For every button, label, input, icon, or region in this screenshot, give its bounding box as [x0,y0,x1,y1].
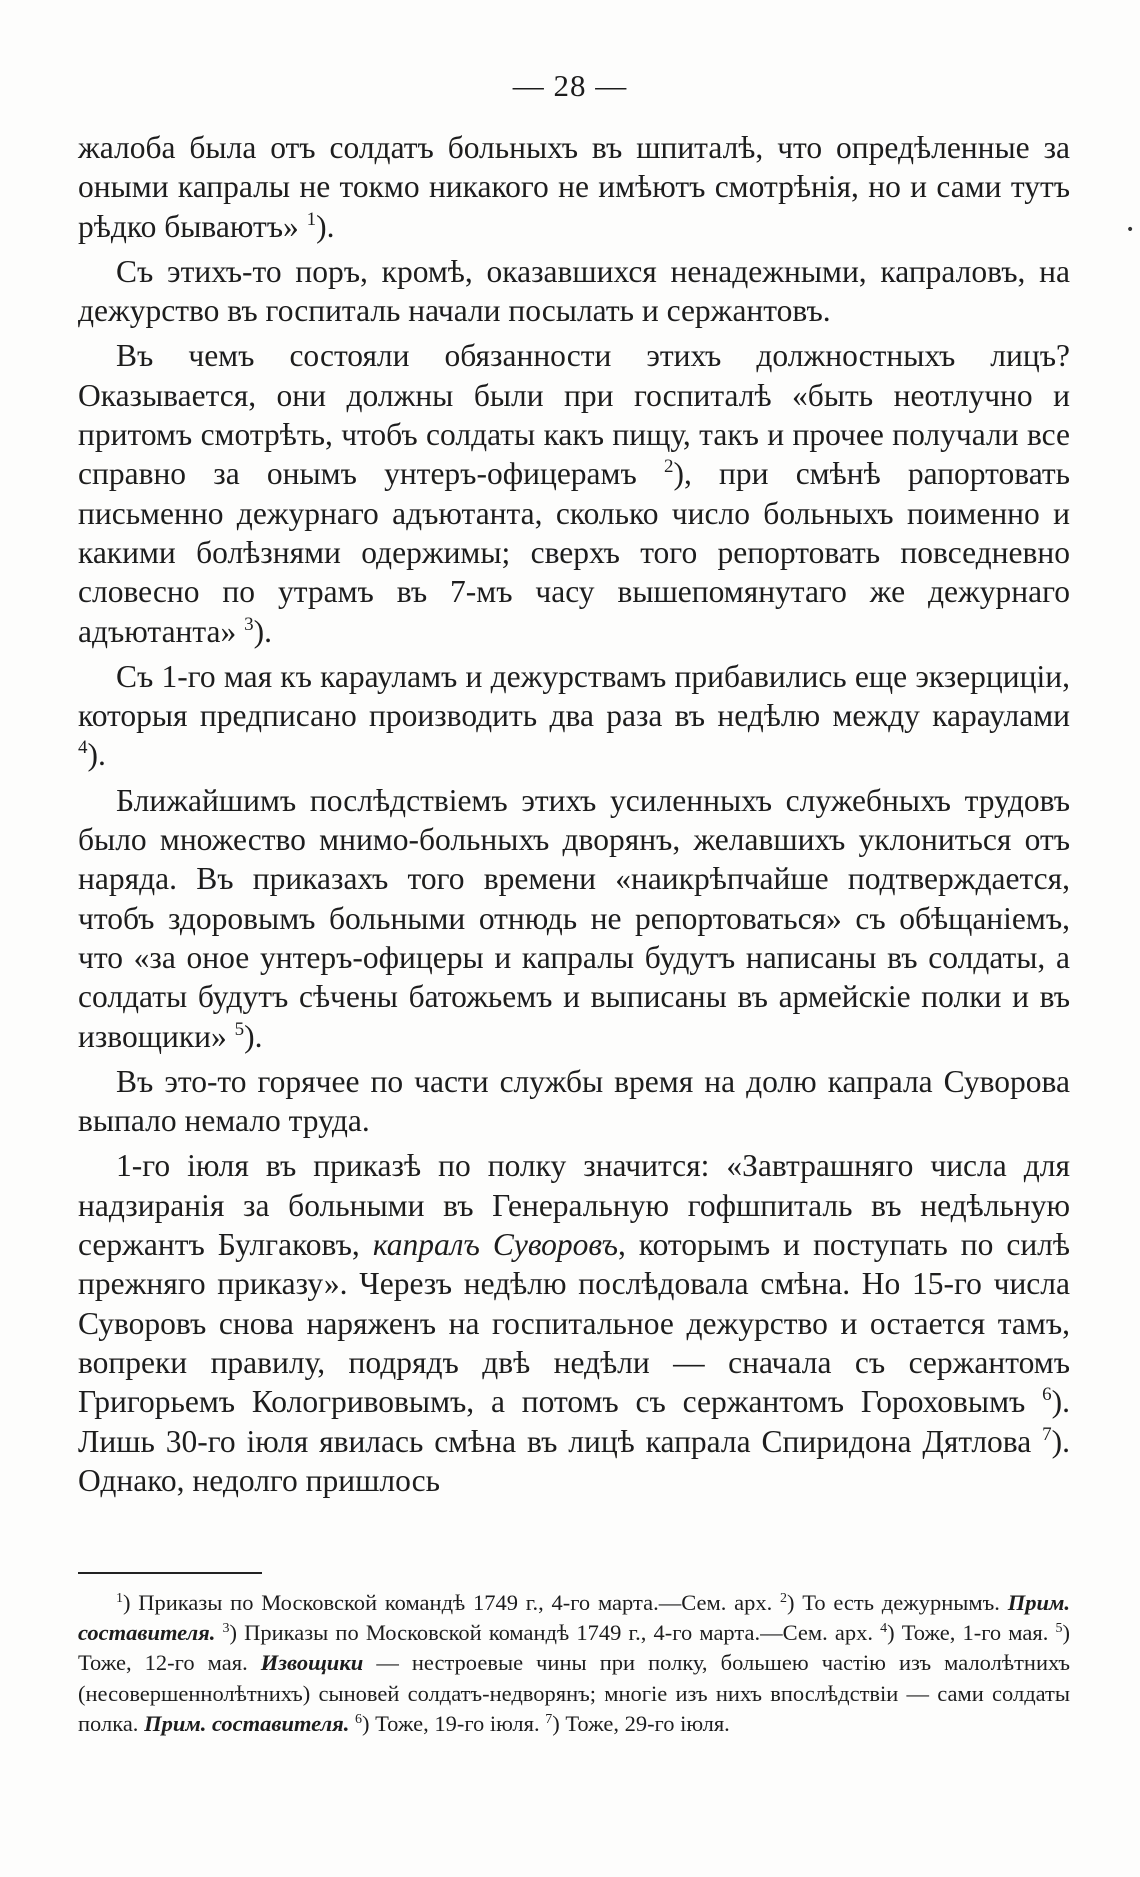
paragraph-3-end: ). [253,613,273,649]
page-number: — 28 — [512,68,628,103]
paragraph-5 [78,781,1070,1056]
footnote-2-note: Прим. составителя. [78,1590,1071,1646]
footnote-ref-3: 3 [244,613,254,635]
paragraph-1 [78,128,1070,246]
paragraph-6: Въ это-то горячее по части службы время на долю капрала Суворова выпало немало труда. [78,1063,1070,1139]
paragraph-3 [78,336,1070,650]
paragraph-7-text-c: ). Лишь 30-го іюля явилась смѣна въ лицѣ капрала Спиридона Дятлова [78,1384,1071,1459]
footnote-5-term: Извощики [260,1650,364,1676]
footnote-5-number: 5 [1055,1621,1063,1637]
margin-dot-mark: • [1126,222,1135,238]
paragraph-7-text-b: , которымъ и поступать по силѣ прежняго приказу». Черезъ недѣлю послѣдовала смѣна. Но 15-го числа Суворовъ снова наряженъ на госпитальное дежурство и остается тамъ, вопреки правилу, подрядъ двѣ недѣли — сначала съ сержантомъ Григорьемъ Кологривовымъ, а потомъ съ сержантомъ Гороховымъ [78,1227,1071,1420]
paragraph-5-end: ). [244,1018,263,1054]
paragraph-4-end: ). [87,737,106,773]
footnote-ref-1: 1 [306,208,317,230]
footnote-ref-5: 5 [234,1018,245,1040]
paragraph-7 [78,1146,1070,1500]
footnotes-text [78,1588,1070,1739]
footnote-1-text: ) Приказы по Московской командѣ 1749 г., 4-го марта.—Сем. арх. [123,1590,773,1615]
footnote-5-definition: — нестроевые чины при полку, большею частію изъ малолѣтнихъ (несовершеннолѣтнихъ) сыновей солдатъ-недворянъ; многіе изъ нихъ впослѣдствіи — сами солдаты полка. [78,1650,1071,1736]
paragraph-7-text-a: 1-го іюля въ приказѣ по полку значится: «Завтрашняго числа для надзиранія за больными въ Генеральную гофшпиталь въ недѣльную сержантъ Булгаковъ, [78,1148,1070,1263]
footnote-ref-2: 2 [663,456,674,478]
paragraph-1-text: жалоба была отъ солдатъ больныхъ въ шпиталѣ, что опредѣленные за оными капралы не токмо никакого не имѣютъ смотрѣнія, но и сами тутъ рѣдко бываютъ» [78,130,1070,244]
paragraph-4 [78,657,1070,775]
footnote-7-text: ) Тоже, 29-го іюля. [552,1710,730,1736]
footnote-3-text: ) Приказы по Московской командѣ 1749 г., 4-го марта.—Сем. арх. [229,1620,873,1646]
footnote-ref-4: 4 [78,737,88,759]
footnotes [78,1588,1070,1739]
paragraph-7-text-d: ). Однако, недолго пришлось [78,1423,1070,1498]
footnote-5-note: Прим. составителя. [144,1710,350,1736]
footnote-4-text: ) Тоже, 1-го мая. [887,1620,1049,1646]
footnote-divider [78,1572,262,1574]
paragraph-5-text: Ближайшимъ послѣдствіемъ этихъ усиленныхъ служебныхъ трудовъ было множество мнимо-больныхъ дворянъ, желавшихъ уклониться отъ наряда. Въ приказахъ того времени «наикрѣпчайше подтверждается, чтобъ здоровымъ больными отнюдь не репортоваться» съ обѣщаніемъ, что «за оное унтеръ-офицеры и капралы будутъ написаны въ солдаты, а солдаты будутъ сѣчены батожьемъ и выписаны въ армейскіе полки и въ извощики» [78,782,1070,1054]
footnote-2-text: ) То есть дежурнымъ. [787,1590,1000,1615]
footnote-ref-6: 6 [1042,1384,1052,1406]
footnote-6-number: 6 [355,1711,362,1727]
footnote-2-number: 2 [780,1591,788,1606]
footnote-ref-7: 7 [1042,1423,1052,1445]
footnote-1-number: 1 [116,1591,123,1606]
footnote-4-number: 4 [880,1621,888,1637]
paragraph-1-end: ). [316,208,335,244]
paragraph-2: Съ этихъ-то поръ, кромѣ, оказавшихся ненадежными, капраловъ, на дежурство въ госпиталь начали посылать и сержантовъ. [78,253,1070,329]
paragraph-3-text-b: ), при смѣнѣ рапортовать письменно дежурнаго адъютанта, сколько число больныхъ поименно и какими болѣзнями одержимы; сверхъ того репортовать повседневно словесно по утрамъ въ 7-мъ часу вышепомянутаго же дежурнаго адъютанта» [78,456,1070,649]
footnote-7-number: 7 [545,1711,553,1727]
paragraph-7-italic: капралъ Суворовъ [372,1227,618,1263]
main-text [78,128,1070,1506]
paragraph-3-text-a: Въ чемъ состояли обязанности этихъ должностныхъ лицъ? Оказывается, они должны были при госпиталѣ «быть неотлучно и притомъ смотрѣть, чтобъ солдаты какъ пищу, такъ и прочее получали все справно за онымъ унтеръ-офицерамъ [78,338,1070,492]
paragraph-4-text: Съ 1-го мая къ карауламъ и дежурствамъ прибавились еще экзерциціи, которыя предписано производить два раза въ недѣлю между караулами [78,658,1070,734]
footnote-3-number: 3 [222,1621,230,1637]
footnote-5-text: ) Тоже, 12-го мая. [78,1620,1070,1676]
footnote-6-text: ) Тоже, 19-го іюля. [362,1710,540,1736]
